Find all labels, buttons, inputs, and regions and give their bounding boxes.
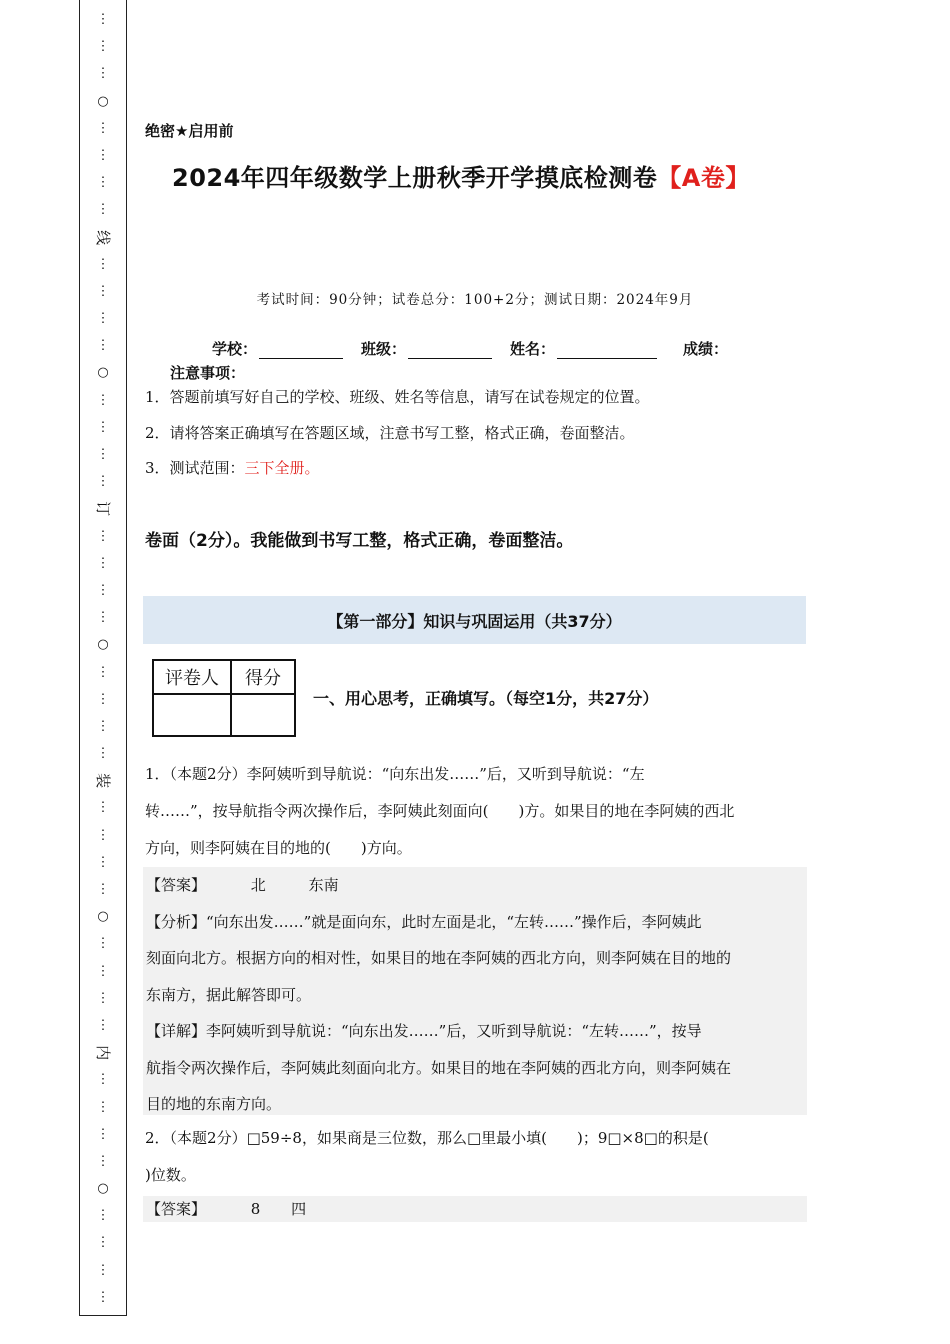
- binding-circle-icon: ○: [97, 93, 109, 109]
- school-blank[interactable]: [259, 344, 343, 359]
- binding-dots-icon: ⋮: [96, 12, 110, 27]
- binding-label: 内: [94, 1045, 113, 1061]
- score-label: 成绩：: [683, 340, 729, 358]
- binding-dots-icon: ⋮: [96, 1153, 110, 1169]
- class-label: 班级：: [361, 340, 407, 358]
- answer-label: 【答案】: [146, 876, 207, 894]
- notice-item-3: [145, 457, 320, 478]
- binding-dots-icon: ⋮: [96, 283, 110, 299]
- binding-dots-icon: ⋮: [96, 882, 110, 897]
- binding-dots-icon: ⋮: [96, 555, 110, 571]
- name-label: 姓名：: [510, 340, 556, 358]
- question-2-line: 2．（本题2分）□59÷8，如果商是三位数，那么□里最小填( )；9□×8□的积是(: [145, 1129, 709, 1147]
- binding-dots-icon: ⋮: [96, 1262, 110, 1278]
- binding-dots-icon: ⋮: [96, 800, 110, 816]
- score-table-score-header: 得分: [231, 660, 295, 694]
- class-field[interactable]: [361, 338, 492, 359]
- binding-dots-icon: ⋮: [96, 528, 110, 544]
- school-label: 学校：: [212, 340, 258, 358]
- binding-dots-icon: ⋮: [96, 311, 110, 327]
- question-2-line: )位数。: [145, 1166, 196, 1184]
- binding-margin: [79, 0, 127, 1316]
- score-table-score-cell[interactable]: [231, 694, 295, 736]
- binding-dots-icon: ⋮: [96, 1072, 110, 1088]
- binding-dots-icon: ⋮: [96, 39, 110, 55]
- analysis-line: 刻面向北方。根据方向的相对性，如果目的地在李阿姨的西北方向，则李阿姨在目的地的: [146, 949, 732, 967]
- binding-dots-icon: ⋮: [96, 175, 110, 191]
- question-1-line: 转……”，按导航指令两次操作后，李阿姨此刻面向( )方。如果目的地在李阿姨的西北: [145, 802, 735, 820]
- binding-dots-icon: ⋮: [96, 474, 110, 490]
- name-blank[interactable]: [557, 344, 657, 359]
- detail-line: 航指令两次操作后，李阿姨此刻面向北方。如果目的地在李阿姨的西北方向，则李阿姨在: [146, 1058, 732, 1077]
- detail-line: 【详解】李阿姨听到导航说：“向东出发……”后，又听到导航说：“左转……”，按导: [146, 1022, 702, 1040]
- binding-dots-icon: ⋮: [96, 392, 110, 408]
- binding-dots-icon: ⋮: [96, 746, 110, 762]
- binding-dots-column: [80, 6, 126, 1311]
- name-field[interactable]: [510, 338, 657, 359]
- binding-dots-icon: ⋮: [96, 66, 110, 82]
- binding-dots-icon: ⋮: [96, 120, 110, 136]
- page-title: [172, 158, 750, 193]
- binding-circle-icon: ○: [97, 365, 109, 381]
- score-table-grader-header: 评卷人: [153, 660, 231, 694]
- binding-label: 装: [94, 773, 113, 789]
- title-main: 2024年四年级数学上册秋季开学摸底检测卷: [172, 164, 658, 192]
- notice-item-1: 1．答题前填写好自己的学校、班级、姓名等信息，请写在试卷规定的位置。: [145, 388, 650, 406]
- binding-circle-icon: ○: [97, 637, 109, 653]
- question-1-line: 方向，则李阿姨在目的地的( )方向。: [145, 839, 412, 857]
- neatness-statement: 卷面（2分）。我能做到书写工整，格式正确，卷面整洁。: [145, 531, 574, 551]
- binding-dots-icon: ⋮: [96, 1099, 110, 1115]
- score-field: [683, 338, 728, 359]
- binding-dots-icon: ⋮: [96, 691, 110, 707]
- binding-dots-icon: ⋮: [96, 1126, 110, 1142]
- question-1-line: 1．（本题2分）李阿姨听到导航说：“向东出发……”后，又听到导航说：“左: [145, 765, 645, 783]
- binding-dots-icon: ⋮: [96, 1017, 110, 1033]
- question-1-solution-box: [143, 867, 807, 1115]
- binding-dots-icon: ⋮: [96, 338, 110, 354]
- answer-value: 北: [250, 876, 266, 894]
- binding-dots-icon: ⋮: [96, 419, 110, 435]
- binding-circle-icon: ○: [97, 1181, 109, 1197]
- binding-label: 线: [94, 229, 113, 245]
- question-2-solution-box: [143, 1196, 807, 1222]
- school-field[interactable]: [212, 338, 343, 359]
- question-1: [145, 756, 807, 867]
- binding-dots-icon: ⋮: [96, 963, 110, 979]
- binding-dots-icon: ⋮: [96, 664, 110, 680]
- notice-heading: 注意事项：: [170, 364, 246, 382]
- confidential-label: 绝密★启用前: [145, 122, 234, 140]
- class-blank[interactable]: [408, 344, 492, 359]
- answer-value: 四: [291, 1200, 307, 1218]
- binding-dots-icon: ⋮: [96, 854, 110, 870]
- notice-item-3-prefix: 3．测试范围：: [145, 459, 245, 477]
- part-banner: 【第一部分】知识与巩固运用（共37分）: [143, 596, 806, 644]
- question-2: [145, 1120, 807, 1194]
- binding-dots-icon: ⋮: [96, 718, 110, 734]
- analysis-line: 【分析】“向东出发……”就是面向东，此时左面是北，“左转……”操作后，李阿姨此: [146, 912, 702, 931]
- answer-label: 【答案】: [146, 1200, 207, 1218]
- binding-dots-icon: ⋮: [96, 256, 110, 272]
- notice-item-3-scope: 三下全册。: [244, 459, 320, 477]
- answer-value: 8: [250, 1200, 261, 1218]
- binding-dots-icon: ⋮: [96, 827, 110, 843]
- binding-circle-icon: ○: [97, 909, 109, 925]
- binding-dots-icon: ⋮: [96, 1208, 110, 1224]
- binding-dots-icon: ⋮: [96, 147, 110, 163]
- binding-dots-icon: ⋮: [96, 1289, 110, 1305]
- binding-dots-icon: ⋮: [96, 447, 110, 462]
- binding-label: 订: [94, 501, 113, 517]
- binding-dots-icon: ⋮: [96, 610, 110, 626]
- binding-dots-icon: ⋮: [96, 1235, 110, 1251]
- detail-line: 目的地的东南方向。: [146, 1095, 282, 1113]
- answer-value: 东南: [308, 876, 339, 894]
- exam-info: 考试时间：90分钟；试卷总分：100+2分；测试日期：2024年9月: [256, 292, 694, 308]
- binding-dots-icon: ⋮: [96, 936, 110, 952]
- student-info-fields: [212, 338, 746, 359]
- binding-dots-icon: ⋮: [96, 582, 110, 598]
- binding-dots-icon: ⋮: [96, 990, 110, 1006]
- analysis-line: 东南方，据此解答即可。: [146, 985, 312, 1004]
- score-table-grader-cell[interactable]: [153, 694, 231, 736]
- title-tag: 【A卷】: [657, 164, 750, 192]
- notice-item-2: 2．请将答案正确填写在答题区域，注意书写工整，格式正确，卷面整洁。: [145, 424, 635, 442]
- binding-dots-icon: ⋮: [96, 202, 110, 218]
- score-table: [152, 659, 296, 737]
- question-1-answer: [146, 867, 803, 904]
- section-title: 一、用心思考，正确填写。（每空1分，共27分）: [313, 689, 659, 708]
